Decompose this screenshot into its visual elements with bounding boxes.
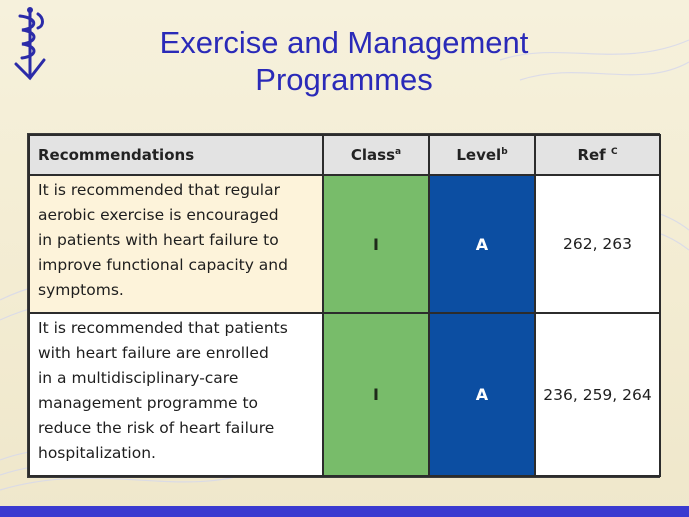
header-ref: Ref $^C$ <box>535 135 660 175</box>
recommendation-table <box>28 134 661 477</box>
header-level: Level$^b$ <box>429 135 535 175</box>
level-cell: A <box>429 313 535 476</box>
table-header-row <box>29 135 660 175</box>
header-class: Class$^a$ <box>323 135 429 175</box>
slide-title <box>90 24 598 98</box>
ref-cell: 262, 263 <box>535 175 660 313</box>
table-row <box>29 313 660 476</box>
recommendation-text: It is recommended that regular aerobic exercise is encouraged in patients with heart failure to improve functional capacity and symptoms. <box>29 175 323 313</box>
recommendation-table-frame <box>27 133 660 478</box>
esc-logo-icon <box>8 4 52 84</box>
slide-title-line-1: Exercise and Management <box>159 25 529 60</box>
level-cell: A <box>429 175 535 313</box>
slide-title-line-2: Programmes <box>255 62 433 97</box>
class-cell: I <box>323 313 429 476</box>
ref-cell: 236, 259, 264 <box>535 313 660 476</box>
class-cell: I <box>323 175 429 313</box>
bottom-accent-bar <box>0 506 689 517</box>
recommendation-text: It is recommended that patients with heart failure are enrolled in a multidisciplinary-care management programme to reduce the risk of heart failure hospitalization. <box>29 313 323 476</box>
table-row <box>29 175 660 313</box>
header-recommendations: Recommendations <box>29 135 323 175</box>
